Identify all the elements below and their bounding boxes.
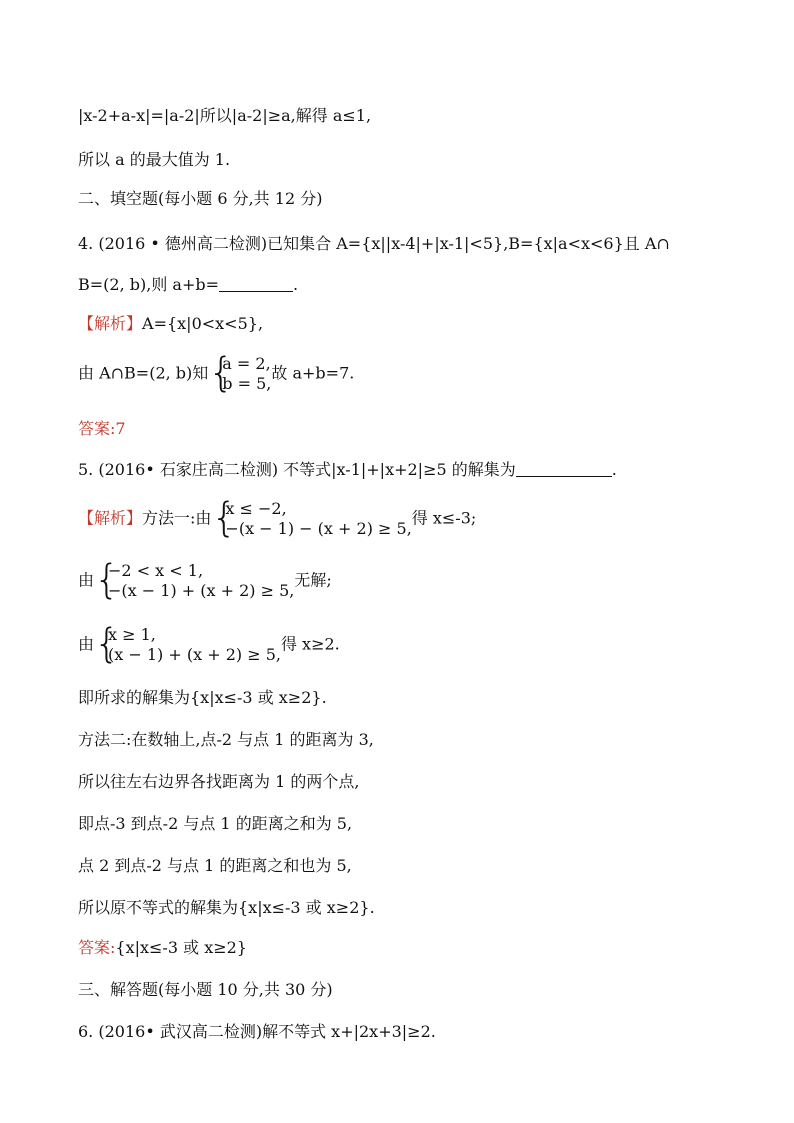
equation-row: x ≥ 1, [108,625,156,644]
system-suffix: 得 x≥2. [280,634,340,654]
question-4-cont [78,275,298,295]
answer-tag: 答案: [78,419,116,438]
equation-system [94,621,281,667]
text-line: 即所求的解集为{x|x≤-3 或 x≥2}. [78,688,327,707]
text-line: 所以往左右边界各找距离为 1 的两个点, [78,772,360,791]
solution-line [78,314,263,334]
section-heading: 三、解答题(每小题 10 分,共 30 分) [78,980,333,999]
equation-row: a = 2, [222,354,271,373]
answer-blank [219,275,293,292]
system-prefix: 由 A∩B=(2, b)知 [78,363,209,383]
solution-text: A={x|0<x<5}, [142,314,264,333]
section-heading: 二、填空题(每小题 6 分,共 12 分) [78,189,323,208]
answer-value: 7 [115,419,126,438]
answer-blank [516,460,612,477]
text-line: 点 2 到点-2 与点 1 的距离之和也为 5, [78,856,352,875]
text-line: 所以 a 的最大值为 1. [78,150,231,169]
system-suffix: 无解; [294,570,332,590]
brace-icon: { [211,495,237,541]
system-suffix: 故 a+b=7. [271,363,355,383]
question-5 [78,460,617,480]
equation-system [208,350,272,396]
analysis-tag: 【解析】 [78,314,143,333]
answer-value: {x|x≤-3 或 x≥2} [115,938,247,957]
answer-line [78,419,126,439]
equation-system [94,557,295,603]
question-text: B=(2, b),则 a+b= [78,275,220,294]
system-suffix: 得 x≤-3; [411,508,477,528]
analysis-tag: 【解析】 [78,508,143,528]
text-line: 即点-3 到点-2 与点 1 的距离之和为 5, [78,814,353,833]
equation-row: −2 < x < 1, [108,561,204,580]
equation-row: −(x − 1) − (x + 2) ≥ 5, [225,519,412,538]
brace-icon: { [94,557,120,603]
equation-row: x ≤ −2, [225,499,287,518]
text-line: 方法二:在数轴上,点-2 与点 1 的距离为 3, [78,730,374,749]
question-text: 5. (2016• 石家庄高二检测) 不等式|x-1|+|x+2|≥5 的解集为 [78,460,516,479]
brace-icon: { [94,621,120,667]
case-2-system [78,557,332,603]
equation-row: −(x − 1) + (x + 2) ≥ 5, [108,581,295,600]
system-prefix: 由 [78,634,95,654]
equation-row: (x − 1) + (x + 2) ≥ 5, [108,645,281,664]
text-line: |x-2+a-x|=|a-2|所以|a-2|≥a,解得 a≤1, [78,106,372,125]
text-line: 所以原不等式的解集为{x|x≤-3 或 x≥2}. [78,898,375,917]
period: . [293,275,299,294]
method-1-system [78,495,477,541]
equation-row: b = 5, [222,374,272,393]
equation-system [211,495,412,541]
brace-icon: { [208,350,234,396]
case-3-system [78,621,340,667]
question-4: 4. (2016 • 德州高二检测)已知集合 A={x||x-4|+|x-1|<5},B={x|a<x<6}且 A∩ [78,234,670,253]
solution-system [78,350,355,396]
period: . [611,460,617,479]
system-prefix: 方法一:由 [142,508,212,528]
system-prefix: 由 [78,570,95,590]
answer-tag: 答案: [78,938,116,957]
answer-line [78,938,247,958]
question-6: 6. (2016• 武汉高二检测)解不等式 x+|2x+3|≥2. [78,1022,436,1041]
